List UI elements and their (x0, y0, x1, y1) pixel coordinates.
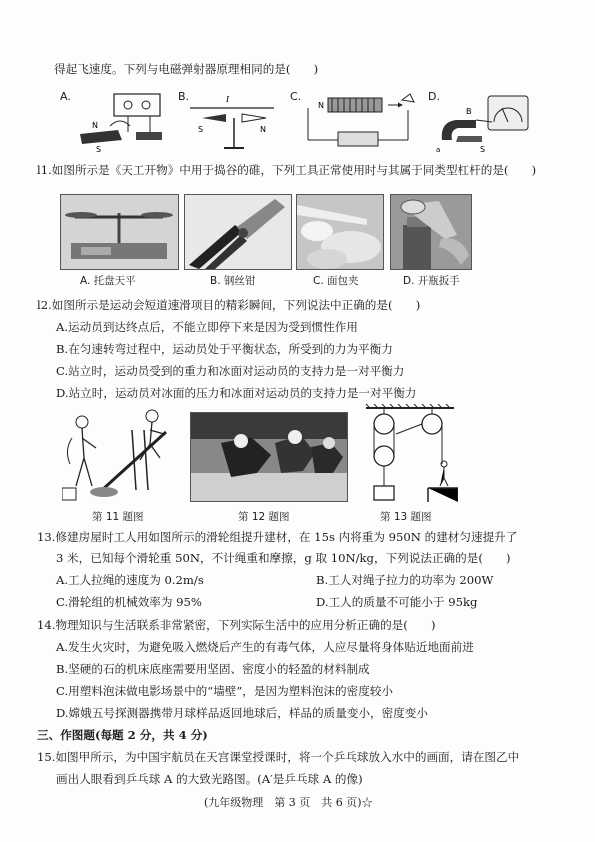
q12-stem: l2.如图所示是运动会短道速滑项目的精彩瞬间，下列说法中正确的是( ) (37, 298, 421, 312)
fig11-caption: 第 11 题图 (92, 511, 144, 523)
q11-caption-b: B. 钢丝钳 (210, 275, 256, 287)
q14-option-b: B.坚硬的石的机床底座需要用坚固、密度小的轻盈的材料制成 (56, 662, 370, 676)
q10-stem-tail: 得起飞速度。下列与电磁弹射器原理相同的是( ) (54, 62, 319, 76)
q11-stem: l1.如图所示是《天工开物》中用于捣谷的碓，下列工具正常使用时与其属于同类型杠杆的是( ) (37, 163, 537, 177)
q12-option-c: C.站立时，运动员受到的重力和冰面对运动员的支持力是一对平衡力 (56, 364, 405, 378)
q14-option-d: D.嫦娥五号探测器携带月球样品返回地球后，样品的质量变小，密度变小 (56, 706, 428, 720)
q14-option-c: C.用塑料泡沫做电影场景中的“墙壁”，是因为塑料泡沫的密度较小 (56, 684, 394, 698)
q14-option-a: A.发生火灾时，为避免吸入燃烧后产生的有毒气体，人应尽量将身体贴近地面前进 (56, 640, 474, 654)
q10-option-b-diagram (186, 92, 282, 154)
q10-option-a-letter: A. (60, 90, 71, 103)
q10-option-a-diagram (70, 92, 170, 154)
q13-option-d: D.工人的质量不可能小于 95kg (316, 595, 478, 609)
q13-option-c: C.滑轮组的机械效率为 95% (56, 595, 202, 609)
q10-option-c-diagram (298, 90, 418, 154)
fig11-mortar-illustration (62, 408, 178, 502)
q15-stem-line2: 画出人眼看到乒乓球 A 的大致光路图。(A′是乒乓球 A 的像) (56, 772, 363, 786)
q12-option-b: B.在匀速转弯过程中，运动员处于平衡状态，所受到的力为平衡力 (56, 342, 393, 356)
svg-text:S: S (96, 145, 102, 154)
svg-text:N: N (92, 121, 98, 130)
q14-stem: 14.物理知识与生活联系非常紧密，下列实际生活中的应用分析正确的是( ) (37, 618, 436, 632)
q11-image-bread-clip (296, 194, 384, 270)
svg-text:S: S (198, 125, 204, 134)
svg-text:N: N (318, 101, 324, 110)
q13-stem-line2: 3 米，已知每个滑轮重 50N，不计绳重和摩擦，g 取 10N/kg，下列说法正确的是( ) (56, 551, 511, 565)
q13-stem-line1: 13.修建房屋时工人用如图所示的滑轮组提升建材，在 15s 内将重为 950N 的建材匀速提升了 (37, 530, 518, 544)
q10-option-d-diagram (436, 92, 536, 154)
svg-text:N: N (260, 125, 266, 134)
q11-caption-c: C. 面包夹 (313, 275, 359, 287)
q11-image-balance (60, 194, 179, 270)
q11-caption-a: A. 托盘天平 (80, 275, 136, 287)
fig13-caption: 第 13 题图 (380, 511, 432, 523)
q11-image-bottle-opener (390, 194, 472, 270)
q13-option-b: B.工人对绳子拉力的功率为 200W (316, 573, 494, 587)
q13-option-a: A.工人拉绳的速度为 0.2m/s (56, 573, 204, 587)
fig12-caption: 第 12 题图 (238, 511, 290, 523)
q15-stem-line1: 15.如图甲所示，为中国宇航员在天宫课堂授课时，将一个乒乓球放入水中的画面，请在图乙中 (37, 750, 520, 764)
svg-text:a: a (436, 146, 441, 154)
fig13-pulley-system (362, 404, 458, 502)
svg-text:S: S (480, 145, 486, 154)
q12-option-a: A.运动员到达终点后，不能立即停下来是因为受到惯性作用 (56, 320, 358, 334)
q11-image-pliers (184, 194, 292, 270)
fig12-speed-skating-photo (190, 412, 348, 502)
svg-text:B: B (466, 107, 472, 116)
page-footer: (九年级物理 第 3 页 共 6 页)☆ (204, 796, 373, 809)
q10-option-c-letter: C. (290, 90, 302, 103)
section-3-title: 三、作图题(每题 2 分，共 4 分) (37, 728, 208, 742)
q12-option-d: D.站立时，运动员对冰面的压力和冰面对运动员的支持力是一对平衡力 (56, 386, 417, 400)
q10-option-b-letter: B. (178, 90, 190, 103)
svg-text:I: I (226, 95, 230, 104)
q10-option-d-letter: D. (428, 90, 440, 103)
q11-caption-d: D. 开瓶扳手 (403, 275, 460, 287)
